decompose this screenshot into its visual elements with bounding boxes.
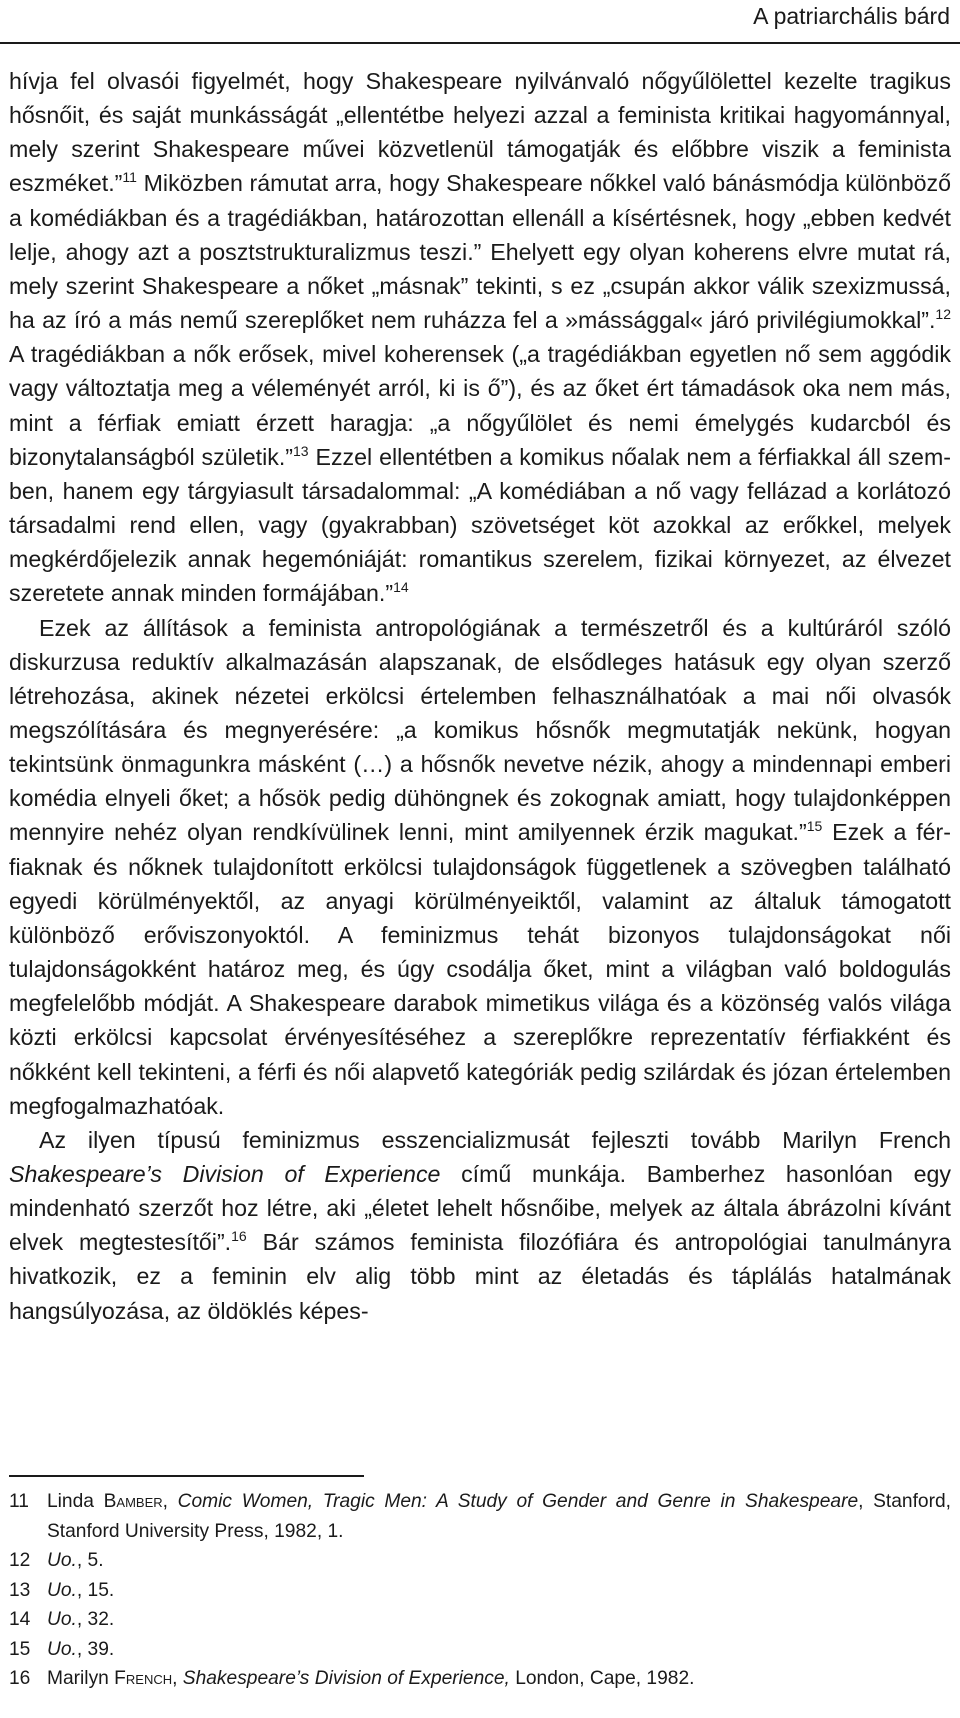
footnote-number: 12 (9, 1550, 31, 1571)
paragraph-3 (9, 1123, 951, 1328)
footnote-ref-13: 13 (293, 442, 309, 459)
p1-text-3: A tragédiákban a nők erősek, mivel koherensek („a tragédiákban egyetlen nő sem aggódik vagy változtatja meg a véleményét arról, ki is ő”), és az őket ért támadások oka nem más, mint a férfiak emiatt érzett haragja: „a nőgyűlölet és nemi émelygés kudarcból és bizonytalanságból születik.” (9, 341, 951, 470)
footnote-ref-15: 15 (806, 818, 823, 835)
footnote-separator: , (162, 1491, 178, 1512)
p1-text-2: Miközben rámutat arra, hogy Shakespeare nőkkel való bánásmódja különböző a komédiákban és a tragédiákban, határozottan ellenáll a kísértésnek, hogy „ebben kedvét lelje, ahogy azt a posztstrukturalizmus teszi.” Ehelyett egy olyan koherens elvre mutat rá, mely szerint Shakespeare a nőket „másnak” tekinti, s ez „csupán akkor válik szexizmussá, ha az író a más nemű szereplőket nem ruházza fel a »mássággal« járó privilégiumokkal”. (9, 170, 951, 334)
footnote-ref-16: 16 (231, 1228, 247, 1245)
footnote-number: 14 (9, 1609, 31, 1630)
running-head: A patriarchális bárd (753, 3, 950, 29)
footnote-rest: , 15. (76, 1579, 115, 1601)
footnote-ref-14: 14 (393, 579, 409, 596)
footnote-14 (9, 1605, 951, 1635)
footnote-rest: , 5. (76, 1550, 104, 1571)
footnote-16 (9, 1664, 951, 1694)
p3-text-1: Az ilyen típusú feminizmus esszencializmusát fejleszti tovább Marilyn French (39, 1126, 951, 1153)
p1-text-4: Ezzel ellentétben a komikus nőalak nem a férfiakkal áll szemben, hanem egy tárgyiasult társadalommal: „A komédiában a nő vagy fellázad a korlátozó társadalmi rend ellen, vagy (gyakrabban) szövetséget köt azokkal az erőkkel, melyek megkérdőjelezik annak hegemóniáját: romantikus szerelem, fizikai környezet, az élvezet szeretete annak minden formájában.” (9, 443, 952, 607)
paragraph-1 (9, 64, 951, 611)
footnote-separator: , (172, 1668, 183, 1689)
footnote-rest: London, Cape, 1982. (509, 1668, 695, 1689)
footnote-text (47, 1635, 951, 1665)
footnote-text (47, 1605, 951, 1635)
footnote-12 (9, 1546, 951, 1576)
footnote-ref: Uo. (47, 1609, 77, 1630)
footnote-text (47, 1546, 951, 1576)
p2-text-1: Ezek az állítások a feminista antropológiának a természetről és a kultúráról szóló diskurzusa reduktív alkalmazásán alapszanak, de elsődleges hatásuk egy olyan szerző létrehozása, akinek nézetei erkölcsi értelemben felhasználhatóak a mai női olvasók megszólítására és megnyerésére: „a komikus hősnők megmutatják nekünk, hogyan tekintsünk önmagunkra másként (…) a hősnők nevetve nézik, ahogy a mindennapi emberi komédia elnyeli őket; a hősök pedig dühöngnek és zokognak amiatt, hogy tulajdonképpen mennyire nehéz olyan rendkívülinek lenni, mint amilyennek érzik magukat.” (9, 614, 951, 846)
footnote-13 (9, 1576, 951, 1606)
footnote-text (47, 1487, 951, 1546)
footnote-title: Comic Women, Tragic Men: A Study of Gender and Genre in Shakespeare (177, 1491, 859, 1512)
footnote-number: 15 (9, 1638, 31, 1660)
footnote-ref: Uo. (47, 1638, 77, 1660)
footnote-rule (9, 1475, 364, 1477)
footnote-ref-11: 11 (122, 169, 137, 186)
footnote-rest: , Stanford, Stanford University Press, 1982, 1. (47, 1491, 951, 1542)
footnote-ref-12: 12 (935, 306, 951, 323)
footnote-ref: Uo. (47, 1579, 77, 1601)
footnote-author-last: French (114, 1668, 173, 1689)
footnote-15 (9, 1635, 951, 1665)
footnote-author-first: Linda (47, 1491, 104, 1512)
body-text (9, 64, 951, 1328)
footnote-number: 11 (9, 1491, 29, 1512)
footnote-author-first: Marilyn (47, 1668, 115, 1689)
paragraph-2 (9, 611, 951, 1123)
footnote-number: 13 (9, 1579, 31, 1601)
footnote-rest: , 32. (76, 1609, 115, 1630)
footnote-rest: , 39. (76, 1638, 115, 1660)
footnote-title: Shakespeare’s Division of Experience, (182, 1668, 510, 1689)
p3-book-title: Shakespeare’s Division of Experience (9, 1161, 441, 1187)
footnote-ref: Uo. (47, 1550, 77, 1571)
footnote-11 (9, 1487, 951, 1546)
footnote-author-last: Bamber (103, 1491, 163, 1512)
footnote-text (47, 1576, 951, 1606)
p2-text-2: Ezek a férfiaknak és nőknek tulajdonított erkölcsi tulajdonságok függetlenek a szövegben található egyedi körülményektől, az anyagi körülményeiktől, valamint az általuk támogatott különböző erőviszonyoktól. A feminizmus tehát bizonyos tulajdonságokat női tulajdonságokként határoz meg, és úgy csodálja őket, mint a világban való boldogulás megfelelőbb módját. A Shakespeare darabok mimetikus világa és a közönség valós világa közti erkölcsi kapcsolat érvényesítéséhez a szereplőkre reprezentatív férfiakként és nőkként kell tekinteni, a férfi és női alapvető kategóriák pedig szilárdak és józan értelemben megfogalmazhatóak. (9, 819, 951, 1119)
p1-text-1: hívja fel olvasói figyelmét, hogy Shakespeare nyilvánvaló nőgyűlölettel kezelte tragikus hősnőit, és saját munkásságát „ellentétbe helyezi azzal a feminista kritikai hagyománnyal, mely szerint Shakespeare művei közvetlenül támogatják és előbbre viszik a feminista eszméket.” (9, 68, 951, 197)
p3-text-3: Bár számos feminista filozófiára és antropológiai tanulmányra hivatkozik, ez a feminin elv alig több mint az életadás és táplálás hatalmának hangsúlyozása, az öldöklés képes- (9, 1229, 952, 1324)
footnotes (9, 1487, 951, 1694)
footnote-text (47, 1664, 951, 1694)
header-rule (0, 42, 960, 44)
p3-text-2: című munkája. Bamberhez hasonlóan egy mindenható szerzőt hoz létre, aki „életet lehelt hősnőibe, melyek az általa ábrázolni kívánt elvek megtestesítői”. (9, 1161, 951, 1256)
footnote-number: 16 (9, 1668, 31, 1689)
